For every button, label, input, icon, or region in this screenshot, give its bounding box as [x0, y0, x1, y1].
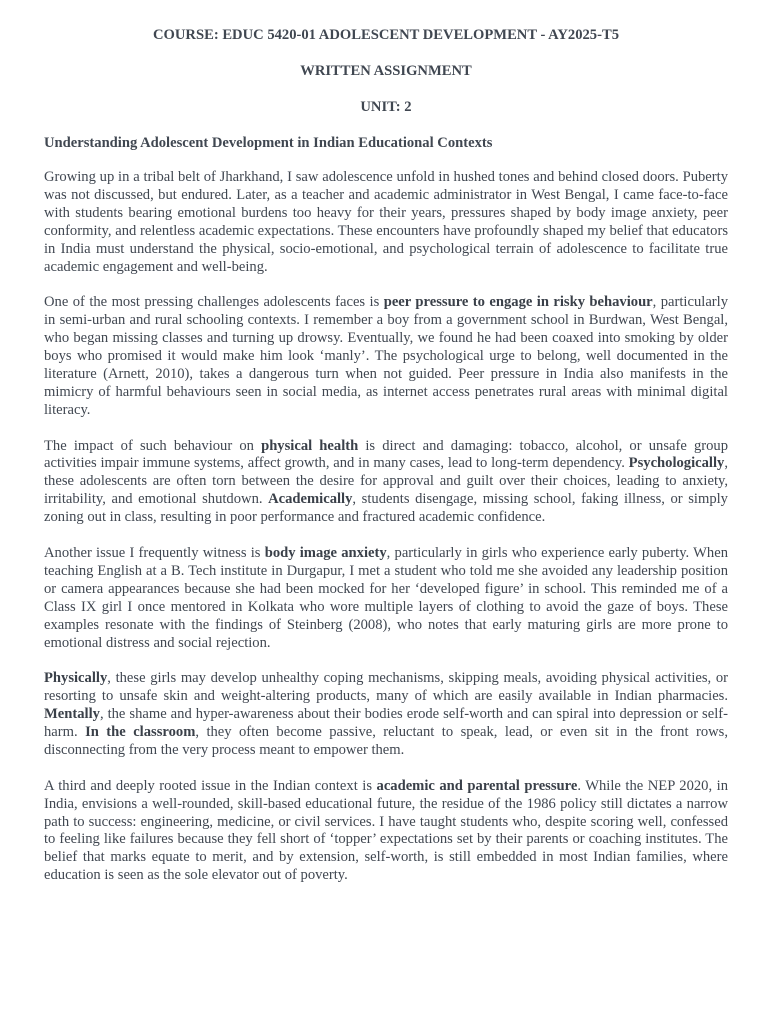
assignment-header: WRITTEN ASSIGNMENT [300, 63, 472, 79]
paragraph-text: , these adolescents are often torn between the desire for approval and guilt over their choices, leading to anxiety, irritability, and emotional shutdown. [44, 455, 728, 508]
document-title: Understanding Adolescent Development in Indian Educational Contexts [44, 135, 493, 151]
paragraph-text: , particularly in semi-urban and rural schooling contexts. I remember a boy from a government school in Burdwan, West Bengal, who began missing classes and turning up drowsy. Eventually, we found he had been coaxed into smoking by older boys who promised it would make him look ‘manly’. The psychological urge to belong, well documented in the literature (Arnett, 2010), takes a dangerous turn when not guided. Peer pressure in India also manifests in the mimicry of harmful behaviours seen in social media, as internet access penetrates rural areas with minimal digital literacy. [44, 294, 729, 418]
paragraph-text: , particularly in girls who experience early puberty. When teaching English at a B. Tech institute in Durgapur, I met a student who told me she avoided any leadership position or camera appearances because she had been mocked for her ‘developed figure’ in school. This reminded me of a Class IX girl I once mentored in Kolkata who wore multiple layers of clothing to avoid the gaze of boys. These examples resonate with the findings of Steinberg (2008), who notes that early maturing girls are more prone to emotional distress and social rejection. [44, 544, 728, 651]
paragraph-text: Another issue I frequently witness is [44, 544, 265, 561]
paragraph-intro [44, 169, 728, 276]
paragraph-text: , these girls may develop unhealthy coping mechanisms, skipping meals, avoiding physical activities, or resorting to unsafe skin and weight-altering products, many of which are easily available in Indian pharmacies. [44, 670, 728, 705]
paragraph-text: is direct and damaging: tobacco, alcohol, or unsafe group activities impair immune systems, affect growth, and in many cases, lead to long-term dependency. [44, 437, 728, 472]
paragraph-academic-pressure [44, 778, 728, 885]
paragraph-text: A third and deeply rooted issue in the Indian context is [44, 777, 377, 794]
unit-header: UNIT: 2 [360, 99, 412, 115]
bold-phrase: physical health [261, 437, 359, 454]
bold-phrase: peer pressure to engage in risky behaviour [383, 294, 653, 311]
bold-phrase: Academically [268, 491, 353, 508]
bold-phrase: In the classroom [85, 724, 196, 741]
course-header: COURSE: EDUC 5420-01 ADOLESCENT DEVELOPMENT - AY2025-T5 [153, 27, 619, 43]
paragraph-text: The impact of such behaviour on [44, 437, 262, 454]
paragraph-text: . While the NEP 2020, in India, envisions a well-rounded, skill-based educational future, the residue of the 1986 policy still dictates a narrow path to success: engineering, medicine, or civil services. I have taught students who, despite scoring well, confessed to feeling like failures because they fell short of ‘topper’ expectations set by their parents or coaching institutes. The belief that marks equate to merit, and by extension, self-worth, is still embedded in most Indian families, where education is seen as the sole elevator out of poverty. [44, 777, 728, 884]
paragraph-effects [44, 670, 728, 760]
bold-phrase: Physically [44, 670, 108, 687]
paragraph-text: , students disengage, missing school, faking illness, or simply zoning out in class, resulting in poor performance and fractured academic confidence. [44, 491, 728, 526]
bold-phrase: academic and parental pressure [376, 777, 578, 794]
paragraph-text: , they often become passive, reluctant to speak, lead, or even sit in the front rows, disconnecting from the very process meant to empower them. [44, 724, 728, 758]
paragraph-text: Growing up in a tribal belt of Jharkhand, I saw adolescence unfold in hushed tones and behind closed doors. Puberty was not discussed, but endured. Later, as a teacher and academic administrator in West Bengal, I came face-to-face with students bearing emotional burdens too heavy for their years, pressures shaped by body image anxiety, peer conformity, and relentless academic expectations. These encounters have profoundly shaped my belief that educators in India must understand the physical, socio-emotional, and psychological terrain of adolescence to facilitate true academic engagement and well-being. [44, 169, 728, 275]
bold-phrase: body image anxiety [264, 544, 387, 561]
bold-phrase: Mentally [44, 706, 100, 723]
paragraph-impact [44, 438, 728, 528]
paragraph-text: One of the most pressing challenges adolescents faces is [44, 294, 384, 311]
bold-phrase: Psychologically [628, 455, 725, 472]
paragraph-body-image [44, 545, 728, 652]
paragraph-text: , the shame and hyper-awareness about their bodies erode self-worth and can spiral into depression or self-harm. [44, 706, 728, 741]
paragraph-peer-pressure [44, 294, 728, 419]
